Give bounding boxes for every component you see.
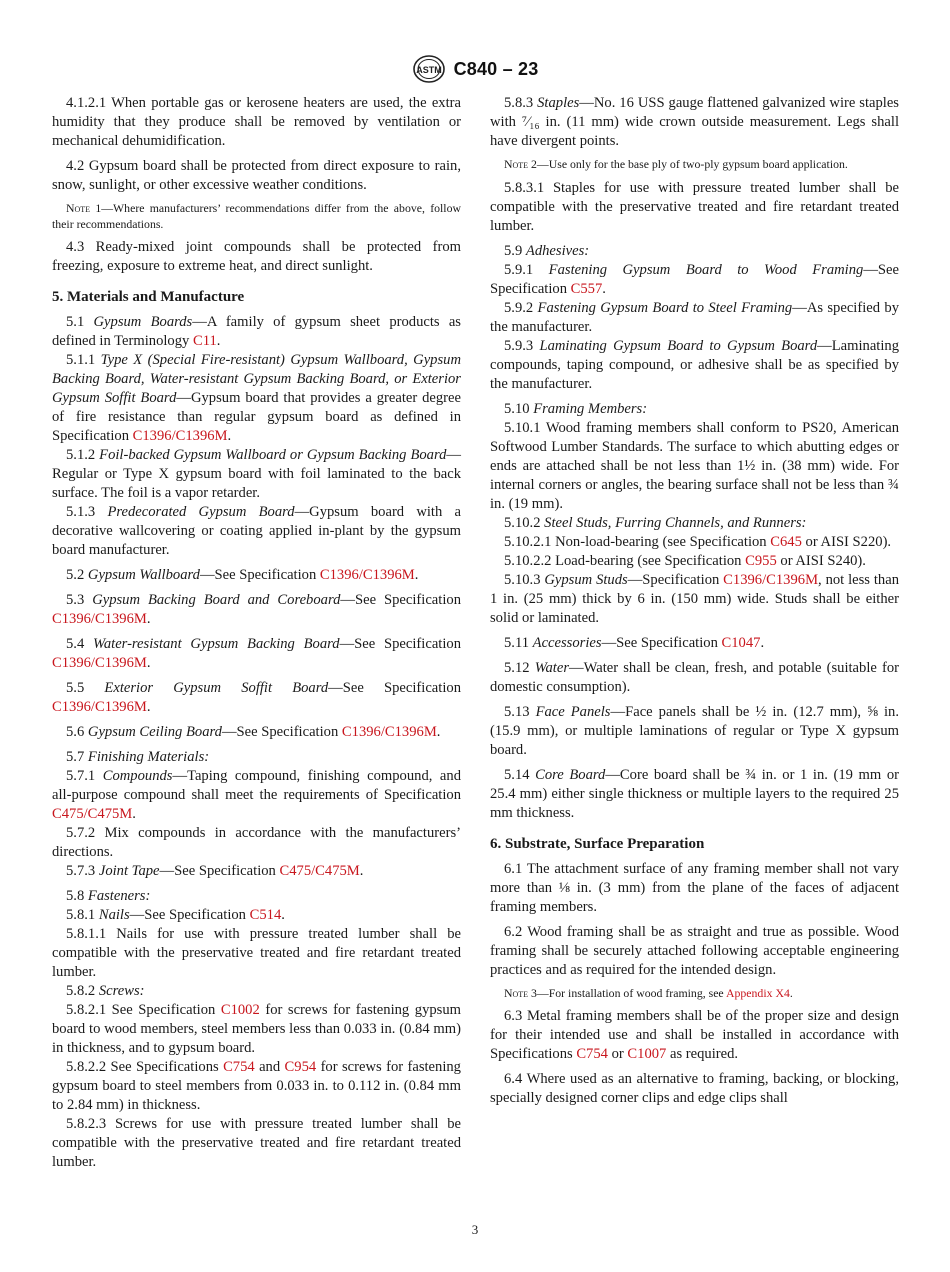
para-5-10: 5.10 Framing Members: — [504, 400, 648, 417]
ref-link[interactable]: C557 — [570, 280, 603, 297]
para-6-2: 6.2 Wood framing shall be as straight and true as possible. Wood framing shall be securely attached following acceptable engineering practices and as required for the intended design. — [490, 923, 899, 978]
ref-link[interactable]: C1396/C1396M — [723, 571, 819, 588]
para-5-7-3: 5.7.3 Joint Tape—See Specification C475/C475M. — [66, 863, 364, 879]
svg-text:ASTM: ASTM — [415, 65, 442, 75]
para-5-8-1: 5.8.1 Nails—See Specification C514. — [66, 907, 285, 923]
right-column — [490, 94, 899, 1108]
document-designation: C840 – 23 — [453, 58, 539, 79]
ref-link[interactable]: C1007 — [627, 1046, 667, 1062]
ref-link[interactable]: C954 — [284, 1059, 317, 1075]
para-5-8-1-1: 5.8.1.1 Nails for use with pressure treated lumber shall be compatible with the preservative treated and fire retardant treated lumber. — [52, 926, 461, 980]
para-5-9-3: 5.9.3 Laminating Gypsum Board to Gypsum Board—Laminating compounds, taping compound, or adhesive shall be as specified by the manufacturer. — [490, 337, 899, 392]
ref-link[interactable]: Appendix X4 — [725, 985, 790, 1000]
ref-link[interactable]: C1002 — [220, 1002, 260, 1018]
note-1: Note 1—Where manufacturers’ recommendations differ from the above, follow their recommendations. — [52, 201, 461, 231]
para-5-8-2-2: 5.8.2.2 See Specifications C754 and C954 for screws for fastening gypsum board to steel members from 0.033 in. to 0.112 in. (0.84 mm to 2.84 mm) in thickness. — [52, 1059, 461, 1113]
para-5-13: 5.13 Face Panels—Face panels shall be ½ in. (12.7 mm), ⅝ in. (15.9 mm), or multiple laminations of regular or Type X gypsum board. — [490, 703, 899, 758]
para-5-1-2: 5.1.2 Foil-backed Gypsum Wallboard or Gypsum Backing Board—Regular or Type X gypsum board with foil laminated to the back surface. The foil is a vapor retarder. — [52, 447, 461, 501]
ref-link[interactable]: C754 — [576, 1046, 608, 1062]
para-5-4: 5.4 Water-resistant Gypsum Backing Board—See Specification C1396/C1396M. — [52, 636, 461, 671]
para-5-9: 5.9 Adhesives: — [504, 242, 590, 259]
para-4-2: 4.2 Gypsum board shall be protected from direct exposure to rain, snow, sunlight, or other excessive weather conditions. — [52, 158, 461, 193]
ref-link[interactable]: C514 — [249, 907, 282, 923]
para-6-1: 6.1 The attachment surface of any framing member shall not vary more than ⅛ in. (3 mm) from the plane of the faces of adjacent framing members. — [490, 860, 899, 915]
para-5-8: 5.8 Fasteners: — [66, 888, 151, 904]
ref-link[interactable]: C645 — [770, 533, 802, 550]
section-5-heading: 5. Materials and Manufacture — [52, 289, 245, 305]
para-5-10-2-2: 5.10.2.2 Load-bearing (see Specification C955 or AISI S240). — [504, 552, 866, 569]
astm-logo-icon — [412, 54, 446, 84]
para-5-7-1: 5.7.1 Compounds—Taping compound, finishing compound, and all-purpose compound shall meet the requirements of Specification C475/C475M. — [52, 768, 462, 822]
para-5-11: 5.11 Accessories—See Specification C1047. — [504, 634, 765, 651]
page-header — [0, 54, 950, 84]
left-column — [52, 94, 461, 1172]
section-6-heading: 6. Substrate, Surface Preparation — [490, 835, 705, 852]
ref-link[interactable]: C1396/C1396M — [341, 724, 437, 740]
para-5-10-3: 5.10.3 Gypsum Studs—Specification C1396/C1396M, not less than 1 in. (25 mm) thick by 6 in. (150 mm) wide. Studs shall be either solid or laminated. — [490, 571, 899, 626]
ref-link[interactable]: C475/C475M — [279, 863, 360, 879]
para-6-4: 6.4 Where used as an alternative to framing, backing, or blocking, specially designed corner clips and edge clips shall — [490, 1071, 899, 1106]
para-5-1-1: 5.1.1 Type X (Special Fire-resistant) Gypsum Wallboard, Gypsum Backing Board, Water-resistant Gypsum Backing Board, or Exterior Gypsum Soffit Board—Gypsum board that provides a greater degree of fire resistance than regular gypsum board as defined in Specification C1396/C1396M. — [52, 352, 461, 444]
para-5-1: 5.1 Gypsum Boards—A family of gypsum sheet products as defined in Terminology C11. — [52, 314, 461, 349]
para-5-14: 5.14 Core Board—Core board shall be ¾ in. or 1 in. (19 mm or 25.4 mm) either single thickness or multiple layers to the required 25 mm thickness. — [490, 766, 899, 821]
para-5-8-2-1: 5.8.2.1 See Specification C1002 for screws for fastening gypsum board to wood members, steel members less than 0.033 in. (0.84 mm) in thickness, and to gypsum board. — [52, 1002, 461, 1056]
para-4-3: 4.3 Ready-mixed joint compounds shall be protected from freezing, exposure to extreme heat, and direct sunlight. — [52, 239, 461, 274]
ref-link[interactable]: C1047 — [721, 634, 761, 651]
para-5-2: 5.2 Gypsum Wallboard—See Specification C1396/C1396M. — [66, 567, 419, 583]
para-5-8-3-1: 5.8.3.1 Staples for use with pressure treated lumber shall be compatible with the preservative treated and fire retardant treated lumber. — [490, 179, 899, 234]
ref-link[interactable]: C11 — [192, 333, 217, 349]
para-5-8-3: 5.8.3 Staples—No. 16 USS gauge flattened galvanized wire staples with ⁷⁄₁₆ in. (11 mm) wide crown outside measurement. Legs shall have divergent points. — [490, 95, 899, 149]
para-5-7: 5.7 Finishing Materials: — [66, 749, 210, 765]
note-3: Note 3—For installation of wood framing, see Appendix X4. — [504, 985, 793, 1000]
para-5-8-2-3: 5.8.2.3 Screws for use with pressure treated lumber shall be compatible with the preservative treated and fire retardant treated lumber. — [52, 1116, 461, 1170]
para-5-1-3: 5.1.3 Predecorated Gypsum Board—Gypsum board with a decorative wallcovering or coating applied in-plant by the gypsum board manufacturer. — [52, 504, 462, 558]
ref-link[interactable]: C1396/C1396M — [52, 699, 147, 715]
note-2: Note 2—Use only for the base ply of two-ply gypsum board application. — [504, 157, 848, 171]
para-5-9-1: 5.9.1 Fastening Gypsum Board to Wood Framing—See Specification C557. — [490, 261, 899, 297]
ref-link[interactable]: C475/C475M — [52, 806, 133, 822]
para-5-6: 5.6 Gypsum Ceiling Board—See Specification C1396/C1396M. — [66, 724, 441, 740]
para-5-10-2-1: 5.10.2.1 Non-load-bearing (see Specification C645 or AISI S220). — [504, 533, 892, 550]
para-5-7-2: 5.7.2 Mix compounds in accordance with the manufacturers’ directions. — [52, 825, 461, 860]
ref-link[interactable]: C754 — [223, 1059, 255, 1075]
para-5-3: 5.3 Gypsum Backing Board and Coreboard—See Specification C1396/C1396M. — [52, 592, 461, 627]
para-5-10-1: 5.10.1 Wood framing members shall conform to PS20, American Softwood Lumber Standards. The surface to which abutting edges or ends are attached shall be not less than 1½ in. (38 mm) wide. For internal corners or angles, the bearing surface shall not be less than ¾ in. (19 mm). — [490, 419, 899, 512]
para-5-12: 5.12 Water—Water shall be clean, fresh, and potable (suitable for domestic consumption). — [490, 659, 900, 695]
ref-link[interactable]: C955 — [745, 552, 777, 569]
para-5-9-2: 5.9.2 Fastening Gypsum Board to Steel Framing—As specified by the manufacturer. — [490, 299, 899, 335]
para-5-5: 5.5 Exterior Gypsum Soffit Board—See Specification C1396/C1396M. — [52, 680, 461, 715]
para-5-10-2: 5.10.2 Steel Studs, Furring Channels, and Runners: — [504, 514, 807, 531]
page-number: 3 — [471, 1222, 479, 1237]
ref-link[interactable]: C1396/C1396M — [319, 567, 415, 583]
ref-link[interactable]: C1396/C1396M — [52, 655, 147, 671]
para-6-3: 6.3 Metal framing members shall be of the proper size and design for their intended use and shall be installed in accordance with Specifications C754 or C1007 as required. — [490, 1008, 899, 1062]
para-5-8-2: 5.8.2 Screws: — [66, 983, 145, 999]
ref-link[interactable]: C1396/C1396M — [52, 611, 147, 627]
para-4-1-2-1: 4.1.2.1 When portable gas or kerosene heaters are used, the extra humidity that they produce shall be removed by ventilation or mechanical dehumidification. — [52, 95, 461, 149]
ref-link[interactable]: C1396/C1396M — [132, 428, 228, 444]
